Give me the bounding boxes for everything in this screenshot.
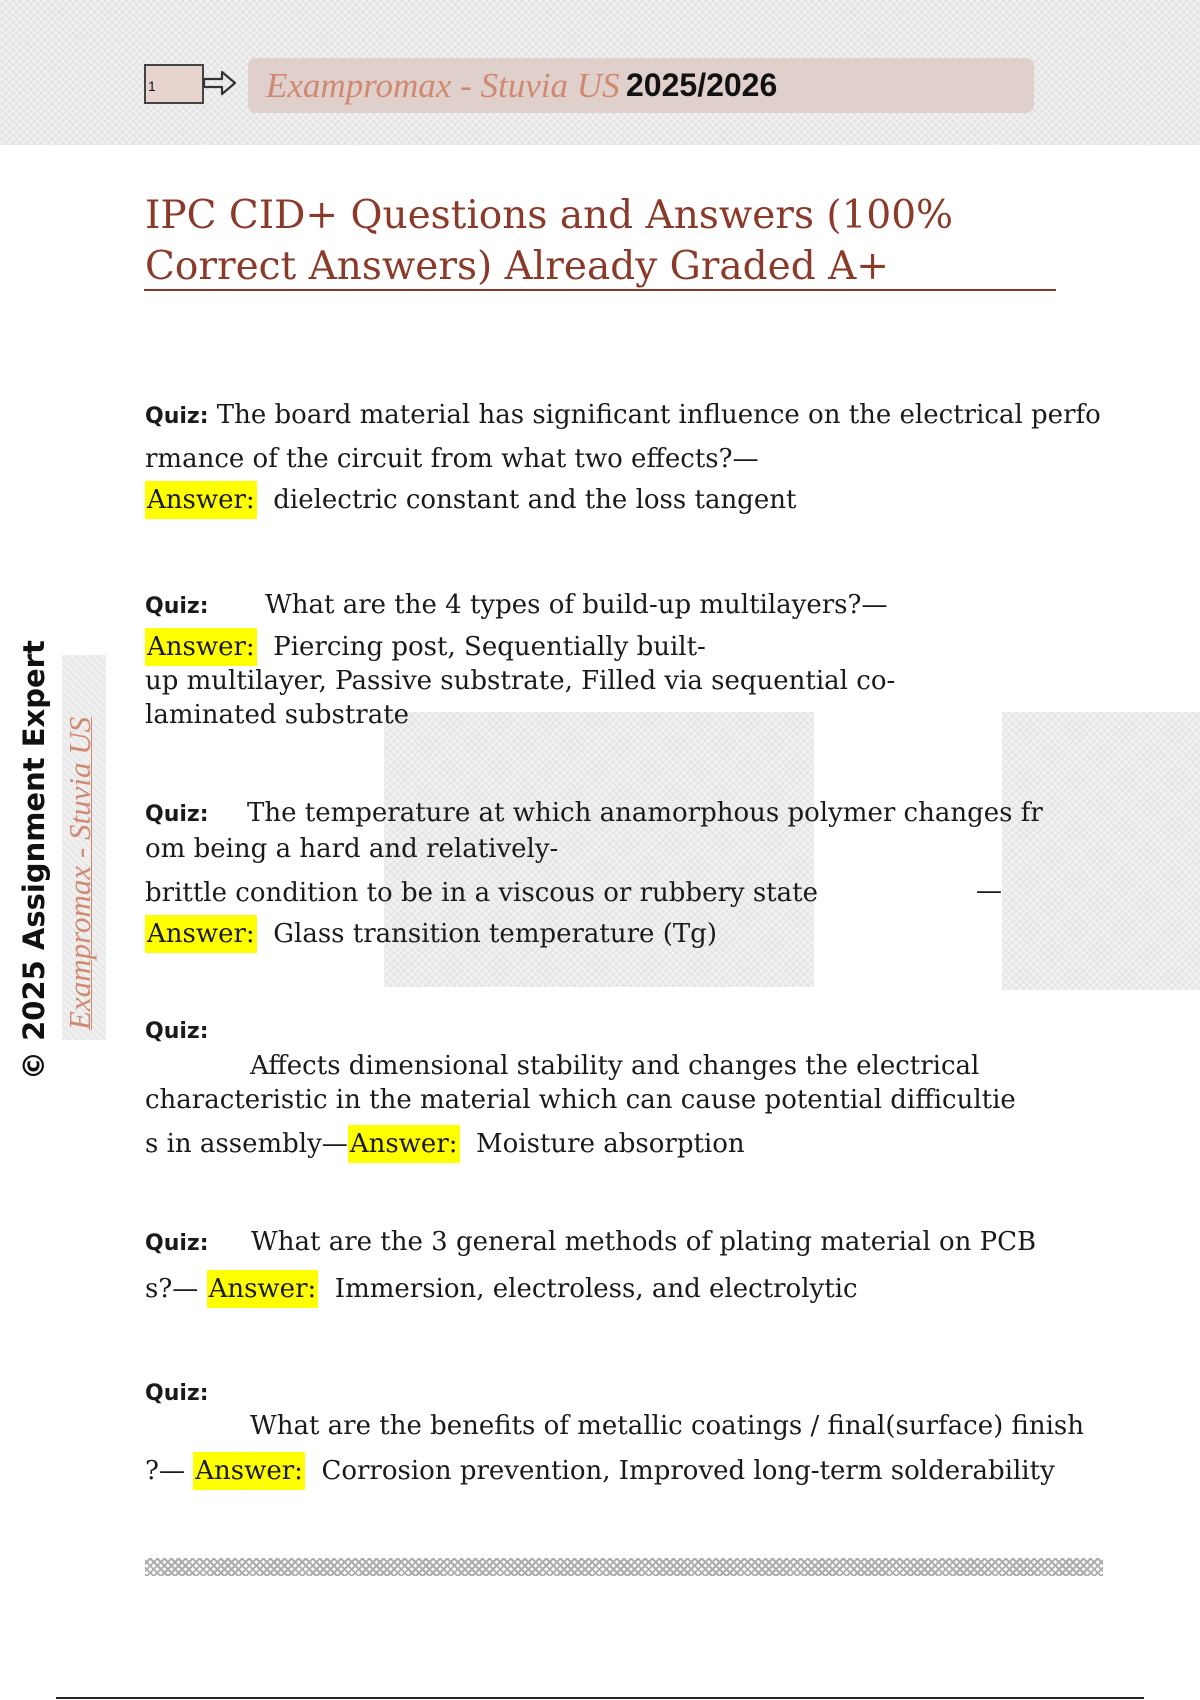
page-number: 1 xyxy=(148,78,156,94)
answer-text: Moisture absorption xyxy=(476,1129,745,1159)
answer-3 xyxy=(145,917,717,951)
question-1-cont xyxy=(145,442,759,476)
answer-text: up multilayer, Passive substrate, Filled via sequential co- xyxy=(145,666,896,696)
answer-label: Answer: xyxy=(145,915,257,953)
question-4 xyxy=(145,1013,209,1049)
arrow-right-icon xyxy=(202,68,238,98)
em-dash xyxy=(976,874,1002,908)
dash: — xyxy=(976,876,1002,906)
answer-label: Answer: xyxy=(207,1270,319,1308)
question-4-cont xyxy=(145,1083,1016,1117)
question-text: What are the 4 types of build-up multilayers?— xyxy=(265,590,888,620)
quiz-label: Quiz: xyxy=(145,404,209,429)
question-text: The temperature at which anamorphous polymer changes fr xyxy=(247,798,1043,828)
title-underline xyxy=(144,289,1056,291)
question-3-cont xyxy=(145,832,558,866)
question-text: ?— xyxy=(145,1456,185,1486)
question-text: Affects dimensional stability and changes the electrical xyxy=(250,1051,980,1081)
answer-text: dielectric constant and the loss tangent xyxy=(273,485,797,515)
answer-text: Corrosion prevention, Improved long-term solderability xyxy=(321,1456,1055,1486)
side-brand-text: Exampromax - Stuvia US xyxy=(62,716,97,1030)
question-text: What are the benefits of metallic coatings / final(surface) finish xyxy=(250,1411,1085,1441)
question-text: brittle condition to be in a viscous or rubbery state xyxy=(145,878,818,908)
copyright-text: © 2025 Assignment Expert xyxy=(17,640,51,1080)
answer-6 xyxy=(145,1454,1055,1488)
question-5 xyxy=(145,1225,1036,1261)
question-4-text xyxy=(250,1049,979,1083)
header-brand: Exampromax - Stuvia US xyxy=(266,66,620,105)
answer-label: Answer: xyxy=(145,628,257,666)
quiz-label: Quiz: xyxy=(145,594,209,619)
watermark-pattern xyxy=(1002,712,1200,990)
question-text: s in assembly— xyxy=(145,1129,348,1159)
answer-label: Answer: xyxy=(145,481,257,519)
answer-label: Answer: xyxy=(193,1452,305,1490)
question-2 xyxy=(145,588,887,624)
question-text: What are the 3 general methods of plating material on PCB xyxy=(251,1227,1037,1257)
question-text: s?— xyxy=(145,1274,199,1304)
answer-text: laminated substrate xyxy=(145,700,410,730)
title-line-2: Correct Answers) Already Graded A+ xyxy=(145,244,889,289)
answer-text: Glass transition temperature (Tg) xyxy=(273,919,717,949)
answer-text: Immersion, electroless, and electrolytic xyxy=(334,1274,858,1304)
question-text: The board material has significant influence on the electrical perfo xyxy=(216,400,1101,430)
question-3 xyxy=(145,796,1043,832)
quiz-label: Quiz: xyxy=(145,802,209,827)
footer-rule xyxy=(56,1697,1144,1699)
question-3-cont xyxy=(145,876,818,910)
question-text: rmance of the circuit from what two effects?— xyxy=(145,444,759,474)
page-title xyxy=(145,190,1055,292)
quiz-label: Quiz: xyxy=(145,1019,209,1044)
answer-4 xyxy=(145,1127,745,1161)
page-number-box xyxy=(144,64,204,104)
question-6 xyxy=(145,1375,209,1411)
answer-2 xyxy=(145,630,706,664)
question-1 xyxy=(145,398,1101,434)
answer-2-cont xyxy=(145,664,895,698)
answer-text: Piercing post, Sequentially built- xyxy=(273,632,706,662)
question-text: characteristic in the material which can cause potential difficultie xyxy=(145,1085,1016,1115)
header-year: 2025/2026 xyxy=(626,67,778,103)
question-text: om being a hard and relatively- xyxy=(145,834,559,864)
bottom-pattern-divider xyxy=(145,1558,1103,1576)
quiz-label: Quiz: xyxy=(145,1381,209,1406)
title-line-1: IPC CID+ Questions and Answers (100% xyxy=(145,193,954,238)
answer-label: Answer: xyxy=(348,1125,460,1163)
answer-5 xyxy=(145,1272,858,1306)
quiz-label: Quiz: xyxy=(145,1231,209,1256)
answer-1 xyxy=(145,483,796,517)
answer-2-cont xyxy=(145,698,409,732)
question-6-text xyxy=(250,1409,1084,1443)
